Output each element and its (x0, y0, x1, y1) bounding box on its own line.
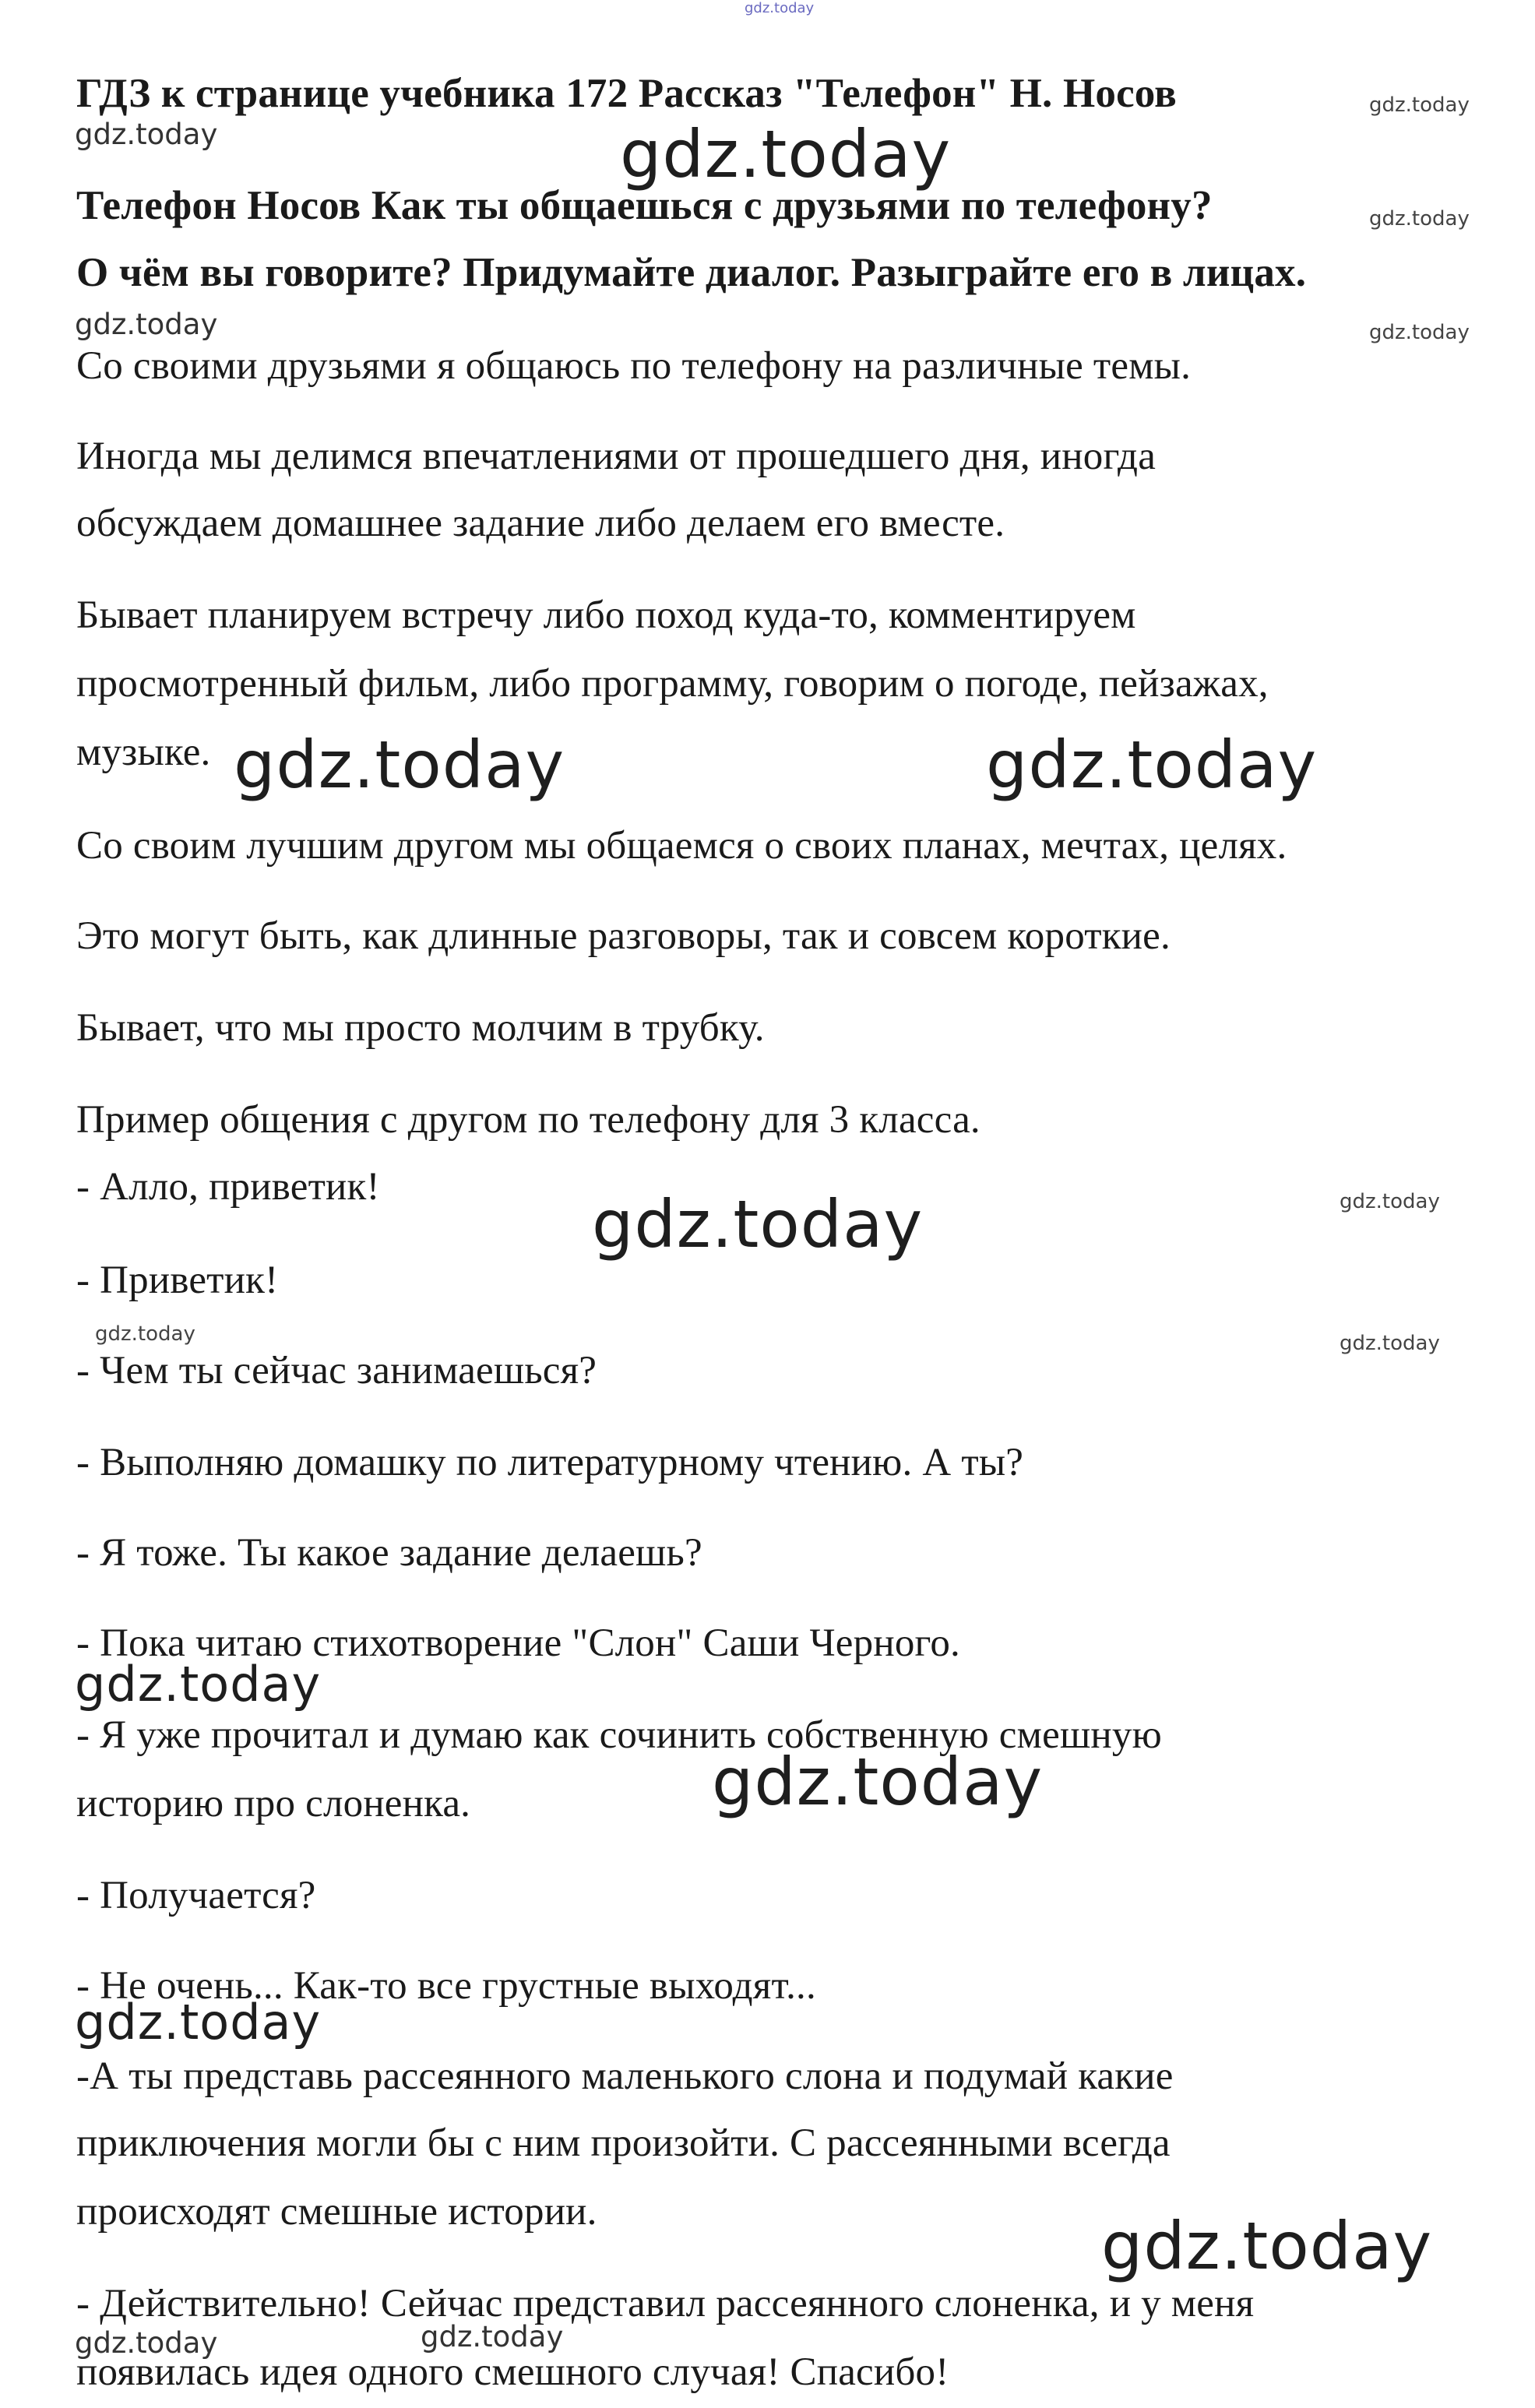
watermark: gdz.today (421, 2320, 564, 2353)
dialog-line-5: - Я тоже. Ты какое задание делаешь? (76, 1531, 702, 1575)
dialog-line-7: - Я уже прочитал и думаю как сочинить собственную смешную (76, 1713, 1162, 1757)
dialog-line-3: - Чем ты сейчас занимаешься? (76, 1349, 597, 1392)
watermark-top: gdz.today (745, 0, 815, 16)
body-line-7: Со своим лучшим другом мы общаемся о своих планах, мечтах, целях. (76, 824, 1287, 868)
dialog-line-2: - Приветик! (76, 1259, 279, 1302)
watermark: gdz.today (75, 1994, 322, 2051)
watermark: gdz.today (712, 1744, 1044, 1820)
body-line-2: Иногда мы делимся впечатлениями от прошедшего дня, иногда (76, 435, 1157, 478)
body-line-6: музыке. (76, 730, 211, 774)
body-line-9: Бывает, что мы просто молчим в трубку. (76, 1006, 765, 1050)
dialog-line-6: - Пока читаю стихотворение "Слон" Саши Черного. (76, 1621, 961, 1665)
watermark: gdz.today (1369, 207, 1470, 231)
watermark: gdz.today (986, 727, 1318, 803)
watermark: gdz.today (620, 116, 952, 192)
dialog-line-1: - Алло, приветик! (76, 1165, 380, 1209)
body-line-5: просмотренный фильм, либо программу, говорим о погоде, пейзажах, (76, 662, 1269, 706)
dialog-line-4: - Выполняю домашку по литературному чтению. А ты? (76, 1441, 1024, 1484)
dialog-line-9: - Получается? (76, 1874, 316, 1917)
dialog-line-13: происходят смешные истории. (76, 2190, 597, 2234)
watermark: gdz.today (75, 118, 218, 151)
body-line-1: Со своими друзьями я общаюсь по телефону на различные темы. (76, 344, 1192, 388)
watermark: gdz.today (95, 1322, 195, 1346)
watermark: gdz.today (1369, 321, 1470, 344)
watermark: gdz.today (75, 2326, 218, 2360)
dialog-line-14: - Действительно! Сейчас представил рассеянного слоненка, и у меня (76, 2282, 1255, 2325)
dialog-line-11: -А ты представь рассеянного маленького слона и подумай какие (76, 2054, 1174, 2098)
watermark: gdz.today (1340, 1190, 1440, 1213)
watermark: gdz.today (592, 1186, 924, 1262)
heading-line-3: О чём вы говорите? Придумайте диалог. Разыграйте его в лицах. (76, 250, 1307, 295)
watermark: gdz.today (1340, 1332, 1440, 1355)
watermark: gdz.today (75, 1656, 322, 1713)
body-line-10: Пример общения с другом по телефону для 3 класса. (76, 1098, 980, 1142)
heading-line-2: Телефон Носов Как ты общаешься с друзьями по телефону? (76, 183, 1213, 228)
body-line-4: Бывает планируем встречу либо поход куда-то, комментируем (76, 593, 1136, 637)
dialog-line-8: историю про слоненка. (76, 1782, 471, 1825)
dialog-line-10: - Не очень... Как-то все грустные выходят... (76, 1964, 816, 2008)
watermark: gdz.today (75, 308, 218, 341)
watermark: gdz.today (1369, 93, 1470, 117)
body-line-3: обсуждаем домашнее задание либо делаем его вместе. (76, 502, 1005, 545)
dialog-line-12: приключения могли бы с ним произойти. С рассеянными всегда (76, 2121, 1171, 2165)
watermark: gdz.today (1101, 2208, 1433, 2284)
heading-line-1: ГДЗ к странице учебника 172 Рассказ "Телефон" Н. Носов (76, 71, 1177, 116)
watermark: gdz.today (234, 727, 565, 803)
body-line-8: Это могут быть, как длинные разговоры, так и совсем короткие. (76, 914, 1171, 958)
dialog-line-15: появилась идея одного смешного случая! Спасибо! (76, 2350, 949, 2394)
